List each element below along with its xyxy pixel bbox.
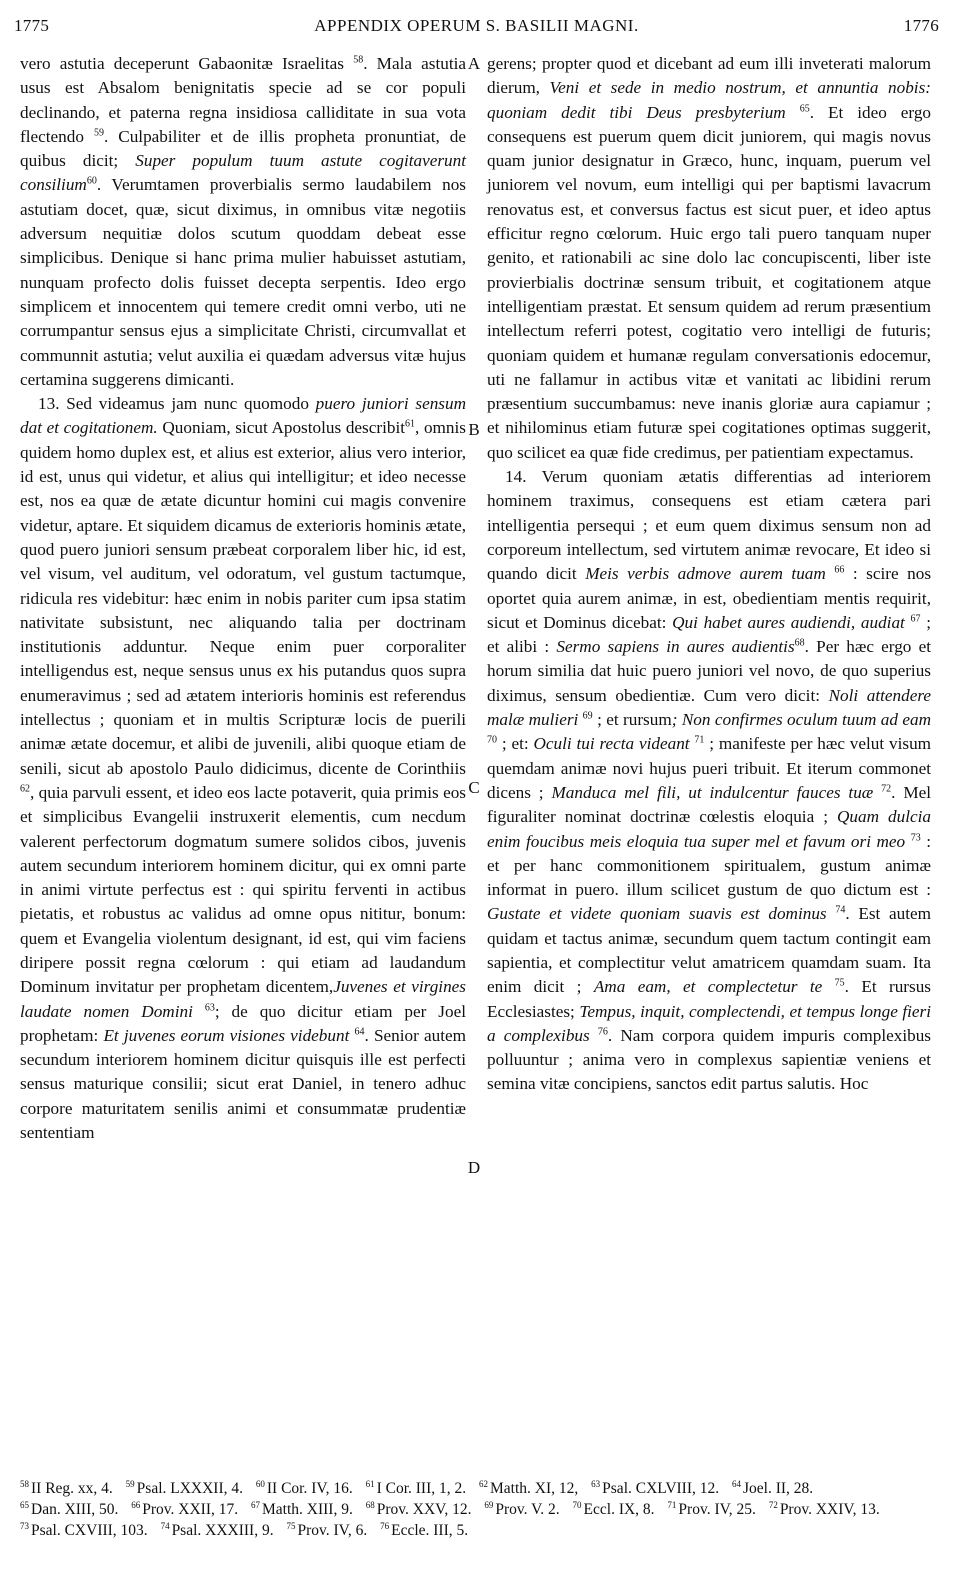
footnote: $^{70}$ Eccl. IX, 8. bbox=[572, 1499, 655, 1518]
footnote-ref[interactable]: 58 bbox=[353, 54, 364, 66]
footnote: $^{69}$ Prov. V. 2. bbox=[484, 1499, 560, 1518]
footnote: $^{59}$ Psal. LXXXII, 4. bbox=[125, 1478, 244, 1497]
footnote-ref[interactable]: 72 bbox=[881, 783, 892, 795]
footnote: $^{73}$ Psal. CXVIII, 103. bbox=[20, 1520, 148, 1539]
footnote-ref[interactable]: 67 bbox=[910, 613, 921, 625]
footnote: $^{76}$ Eccle. III, 5. bbox=[380, 1520, 469, 1539]
footnote: $^{58}$ II Reg. xx, 4. bbox=[20, 1478, 113, 1497]
scripture-quote: Meis verbis admove aurem tuam bbox=[585, 564, 826, 584]
footnote-ref[interactable]: 69 bbox=[582, 710, 593, 722]
footnote-ref[interactable]: 64 bbox=[354, 1026, 365, 1038]
footnote-ref[interactable]: 76 bbox=[597, 1026, 608, 1038]
footnote: $^{64}$ Joel. II, 28. bbox=[732, 1478, 814, 1497]
scripture-quote: Manduca mel fili, ut indulcentur fauces tuæ bbox=[551, 782, 874, 802]
footnote-ref[interactable]: 75 bbox=[834, 977, 845, 989]
scripture-quote: puero juniori sensum dat et cogitationem. bbox=[20, 394, 466, 438]
scripture-quote: Super populum tuum astute cogitaverunt consilium bbox=[20, 151, 466, 195]
margin-marker-b: B bbox=[468, 420, 480, 439]
footnote-ref[interactable]: 70 bbox=[487, 734, 497, 746]
footnote-ref[interactable]: 68 bbox=[794, 637, 805, 649]
footnote: $^{63}$ Psal. CXLVIII, 12. bbox=[591, 1478, 720, 1497]
margin-marker-c: C bbox=[468, 778, 480, 797]
scripture-quote: Et juvenes eorum visiones videbunt bbox=[103, 1025, 350, 1045]
footnote-ref[interactable]: 65 bbox=[799, 102, 810, 114]
footnotes bbox=[20, 1478, 931, 1541]
footnote-ref[interactable]: 66 bbox=[834, 564, 845, 576]
footnote: $^{72}$ Prov. XXIV, 13. bbox=[768, 1499, 880, 1518]
running-header bbox=[14, 8, 939, 38]
footnote: $^{60}$ II Cor. IV, 16. bbox=[255, 1478, 353, 1497]
scripture-quote: Sermo sapiens in aures audientis bbox=[556, 637, 795, 657]
scripture-quote: ; Non confirmes oculum tuum ad eam bbox=[671, 710, 931, 730]
scripture-quote: Ama eam, et complectetur te bbox=[593, 977, 823, 997]
scripture-quote: Quam dulcia enim foucibus meis eloquia tua super mel et favum ori meo bbox=[487, 807, 931, 851]
scripture-quote: Tempus, inquit, complectendi, et tempus longe fieri a complexibus bbox=[487, 1001, 932, 1045]
scripture-quote: Gustate et videte quoniam suavis est dominus bbox=[487, 904, 827, 924]
paragraph-13: 13. Sed videamus jam nunc quomodo puero juniori sensum dat et cogitationem. Quoniam, sicut Apostolus describit$^{61}$, omnis quidem homo duplex est, et alius est exterior, alius vero interior, id est, unus qui videtur, et alius qui intelligitur; et ideo necesse est, nos ea quæ de ætate dicuntur homini cui magis convenire videtur, aptare. Et siquidem dicamus de exterioris hominis ætate, quod puero juniori sensum præbeat corporalem liber hic, id est, vel visum, vel auditum, vel odoratum, vel gustum tactumque, ridicula res videbitur: hæc enim in nobis pariter cum ipsa statim nativitate subsistunt, nec aliquando talia per doctrinam institutionis adduntur. Neque enim puer corporaliter intelligendus est, neque sensus unus ex his putandus quos supra enumeravimus ; sed ad ætatem interioris hominis est referendus intellectus ; quoniam et in multis Scripturæ locis de puerili animæ ætate docemur, et alibi de juvenili, alibi quoque etiam de senili, sicut ab apostolo Paulo didicimus, dicente de Corinthiis $^{62}$, quia parvuli essent, et ideo eos lacte potaverit, quia primis eos et simplicibus Evangelii instruxerit elementis, cum necdum valerent perfectorum dogmatum sumere solidos cibos, juvenis autem secundum interiorem hominem dicitur, qui ex omni parte in animi virtute perfectus est : qui spiritu ferventi in actibus pietatis, et robustus ac validus ad omne opus nititur, bonum: quem et Evangelia violentum designant, id est, qui vim faciens diripere possit regna cœlorum : qui etiam ad laudandum Dominum invitatur per prophetam dicentem,Juvenes et virgines laudate nomen Domini $^{63}$; de quo dicitur etiam per Joel prophetam: Et juvenes eorum visiones videbunt $^{64}$. Senior autem secundum interiorem hominem dicitur quisquis ille est perfecti sensus maturique consilii; sicut erat Daniel, in tenero adhuc corpore maturitatem senilis animi et consummatæ prudentiæ sententiam bbox=[20, 394, 466, 1143]
footnote-ref[interactable]: 74 bbox=[835, 904, 846, 916]
paragraph: vero astutia deceperunt Gabaonitæ Israelitas $^{58}$. Mala astutia usus est Absalom benignitatis specie ad se cor populi declinando, et paterna regna insidiosa calliditate in sua vota flectendo $^{59}$. Culpabiliter et de illis propheta pronuntiat, de quibus dicit; Super populum tuum astute cogitaverunt consilium$^{60}$. Verumtamen proverbialis sermo laudabilem nos astutiam docet, quæ, sicut diximus, in omnibus vitæ negotiis adversum nequitiæ dolos scutum quoddam debeat esse simplicibus. Denique si hanc prima mulier habuisset astutiam, nunquam profecto dolis fuisset decepta serpentis. Ideo ergo simplicem et innocentem qui temere credit omni verbo, uti ne corrumpantur sensus ejus a simplicitate Christi, circumvallat et communnit astutia; velut auxilia ei quædam adversus vitæ hujus certamina suggerens dimicanti. bbox=[20, 54, 467, 389]
footnote: $^{62}$ Matth. XI, 12, bbox=[479, 1478, 579, 1497]
right-column bbox=[487, 52, 931, 1097]
margin-marker-a: A bbox=[467, 54, 481, 73]
footnote-ref[interactable]: 60 bbox=[86, 175, 97, 187]
footnote-ref[interactable]: 71 bbox=[694, 734, 705, 746]
footnote-ref[interactable]: 63 bbox=[204, 1001, 215, 1013]
margin-marker-d: D bbox=[467, 1158, 481, 1177]
left-column bbox=[20, 52, 466, 1145]
footnote-ref[interactable]: 62 bbox=[20, 783, 30, 795]
paragraph-14: 14. Verum quoniam ætatis differentias ad interiorem hominem traximus, consequens est etiam cætera pari intelligentia persequi ; et eum quem diximus sensum non ad corporeum intellectum, sed virtutem animæ revocare, Et ideo si quando dicit Meis verbis admove aurem tuam $^{66}$ : scire nos oportet quia aurem animæ, in est, obedientiam mentis requirit, sicut et Dominus dicebat: Qui habet aures audiendi, audiat $^{67}$ ; et alibi : Sermo sapiens in aures audientis$^{68}$. Per hæc ergo et horum similia dat huic puero juniori vel novo, de quo superius diximus, sensum obedientiæ. Cum vero dicit: Noli attendere malæ mulieri $^{69}$ ; et rursum; Non confirmes oculum tuum ad eam $^{70}$ ; et: Oculi tui recta videant $^{71}$ ; manifeste per hæc velut visum quemdam animæ novi hujus pueri tribuit. Et iterum commonet dicens ; Manduca mel fili, ut indulcentur fauces tuæ $^{72}$. Mel figuraliter nominat doctrinæ cœlestis eloquia ; Quam dulcia enim foucibus meis eloquia tua super mel et favum ori meo $^{73}$ : et per hanc commonitionem spiritualem, gustum animæ informat in puero. illum scilicet gustum de quo dictum est : Gustate et videte quoniam suavis est dominus $^{74}$. Est autem quidam et tactus animæ, secundum quem tactum contingit eam sapientia, et complectitur velut amatricem quamdam suam. Ita enim dicit ; Ama eam, et complectetur te $^{75}$. Et rursus Ecclesiastes; Tempus, inquit, complectendi, et tempus longe fieri a complexibus $^{76}$. Nam corpora quidem impuris complexibus polluuntur ; anima vero in complexus sapientiæ veniens et semina vitæ concipiens, sanctos edit partus salutis. Hoc bbox=[487, 467, 932, 1094]
footnote: $^{74}$ Psal. XXXIII, 9. bbox=[160, 1520, 274, 1539]
scripture-quote: Noli attendere malæ mulieri bbox=[487, 685, 932, 730]
footnote-ref[interactable]: 61 bbox=[405, 418, 416, 430]
page-number-right: 1776 bbox=[903, 16, 939, 35]
footnote: $^{71}$ Prov. IV, 25. bbox=[667, 1499, 756, 1518]
scripture-quote: Qui habet aures audiendi, audiat bbox=[672, 612, 905, 632]
paragraph: gerens; propter quod et dicebant ad eum illi inveterati malorum dierum, Veni et sede in medio nostrum, et annuntia nobis: quoniam dedit tibi Deus presbyterium $^{65}$. Et ideo ergo consequens est puerum quem dicit juniorem, qui magis novus quam junior designatur in Græco, hunc, inquam, puerum vel juniorem vel novum, eum intelligi qui per baptismi lavacrum renovatus est, et conversus factus est sicut puer, et ideo aptus efficitur regno cœlorum. Huic ergo tali puero tanquam nuper genito, et rationabili ac sine dolo lac concupiscenti, liber iste provierbialis doctrinæ sensum tribuit, et cogitationem atque intelligentiam præstat. Et sensum quidem ad rerum præsentium intellectum referri potest, cogitatio vero intelligi de futuris; quoniam quidem et humanæ regulam conversationis edocemur, uti ne fallamur in actibus vitæ et vanitati ac libidini rerum præsentium succumbamus: neve inanis gloriæ aura capiamur ; et nihilominus etiam futuræ spei cogitationes optimas suggerit, quo scilicet ea quæ fide credimus, per patientiam expectamus. bbox=[487, 54, 932, 462]
footnote: $^{61}$ I Cor. III, 1, 2. bbox=[365, 1478, 467, 1497]
running-title: APPENDIX OPERUM S. BASILII MAGNI. bbox=[314, 16, 639, 35]
footnote-ref[interactable]: 59 bbox=[93, 127, 104, 139]
page-number-left: 1775 bbox=[14, 16, 50, 35]
footnote: $^{65}$ Dan. XIII, 50. bbox=[20, 1499, 119, 1518]
footnote: $^{67}$ Matth. XIII, 9. bbox=[251, 1499, 353, 1518]
footnote-ref[interactable]: 73 bbox=[910, 831, 921, 843]
scripture-quote: Oculi tui recta videant bbox=[533, 734, 690, 754]
scripture-quote: Veni et sede in medio nostrum, et annuntia nobis: quoniam dedit tibi Deus presbyterium bbox=[487, 78, 931, 122]
footnote: $^{75}$ Prov. IV, 6. bbox=[286, 1520, 368, 1539]
footnote: $^{66}$ Prov. XXII, 17. bbox=[131, 1499, 239, 1518]
footnote: $^{68}$ Prov. XXV, 12. bbox=[365, 1499, 472, 1518]
scripture-quote: Juvenes et virgines laudate nomen Domini bbox=[20, 977, 466, 1021]
